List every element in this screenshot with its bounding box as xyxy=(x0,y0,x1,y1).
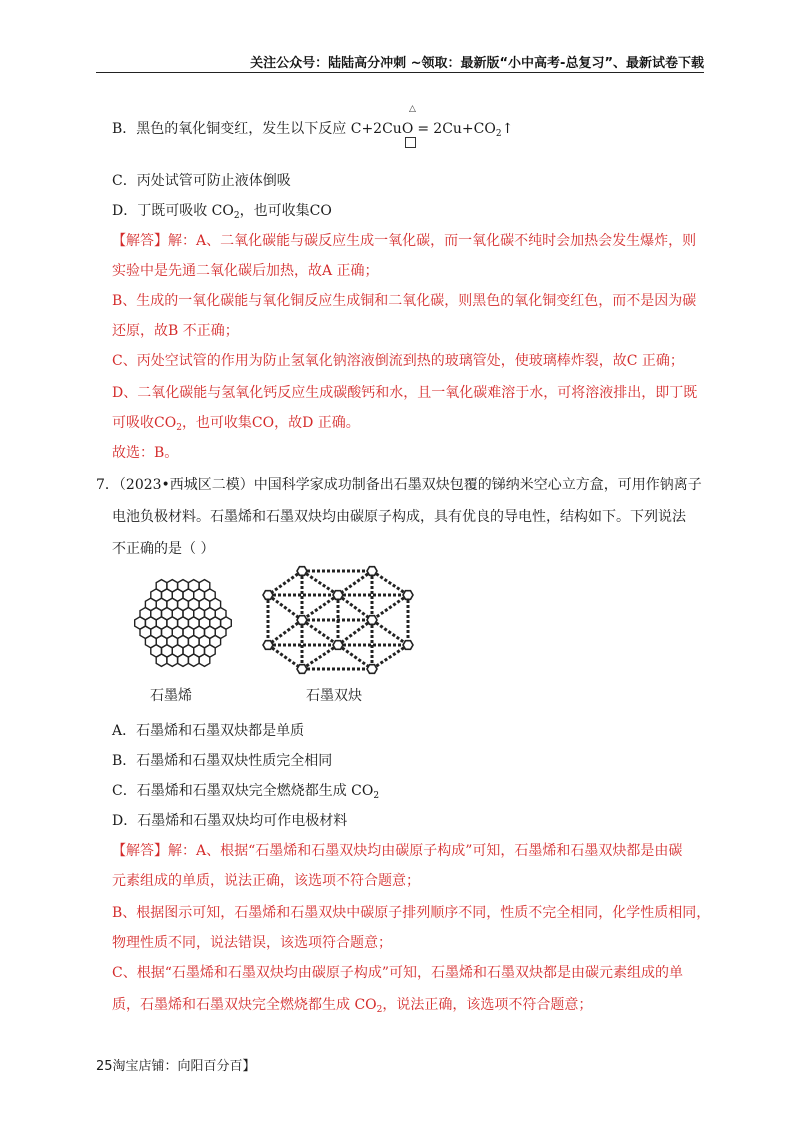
benzene-ring-node xyxy=(367,665,377,674)
q6-answer: 故选：B。 xyxy=(112,445,179,461)
benzene-ring-node xyxy=(333,641,343,650)
benzene-ring-node xyxy=(263,641,273,650)
graphdiyne-structure-figure xyxy=(250,563,425,678)
acetylenic-link xyxy=(338,571,372,595)
q6-analysis-line-6: D、二氧化碳能与氢氧化钙反应生成碳酸钙和水，且一氧化碳难溶于水，可将溶液排出，即丁既 xyxy=(112,385,698,401)
benzene-ring-node xyxy=(297,665,307,674)
graphene-structure-figure xyxy=(118,563,248,683)
q7-option-c: C．石墨烯和石墨双炔完全燃烧都生成 $CO_2$ xyxy=(112,783,380,801)
acetylenic-link xyxy=(302,620,338,645)
q7-option-b: B．石墨烯和石墨双炔性质完全相同 xyxy=(112,753,333,769)
graphdiyne-label: 石墨双炔 xyxy=(306,688,362,704)
benzene-ring-node xyxy=(403,591,413,600)
acetylenic-link xyxy=(372,620,408,645)
q7-analysis-line-6: 质，石墨烯和石墨双炔完全燃烧都生成 $CO_2$，说法正确，该选项不符合题意； xyxy=(112,997,593,1015)
acetylenic-link xyxy=(268,595,302,620)
q7-analysis-line-1: 【解答】解：A、根据“石墨烯和石墨双炔均由碳原子构成”可知，石墨烯和石墨双炔都是由碳 xyxy=(112,843,683,859)
acetylenic-link xyxy=(268,645,302,669)
acetylenic-link xyxy=(268,620,302,645)
acetylenic-link xyxy=(338,645,372,669)
q7-stem-line-1: 7．（2023•西城区二模）中国科学家成功制备出石墨双炔包覆的锑纳米空心立方盒，可用作钠离子 xyxy=(96,477,702,493)
benzene-ring-node xyxy=(403,641,413,650)
acetylenic-link xyxy=(338,620,372,645)
q7-analysis-line-2: 元素组成的单质，说法正确，该选项不符合题意； xyxy=(112,873,420,889)
acetylenic-link xyxy=(302,645,338,669)
heat-triangle-icon: △ xyxy=(409,104,416,114)
benzene-ring-node xyxy=(297,616,307,625)
q6-option-b: B．黑色的氧化铜变红，发生以下反应 $C+2CuO = 2Cu+CO_2↑$ xyxy=(112,121,514,139)
q6-analysis-line-1: 【解答】解：A、二氧化碳能与碳反应生成一氧化碳，而一氧化碳不纯时会加热会发生爆炸，则 xyxy=(112,233,697,249)
acetylenic-link xyxy=(372,645,408,669)
benzene-ring-node xyxy=(263,591,273,600)
q7-analysis-line-4: 物理性质不同，说法错误，该选项符合题意； xyxy=(112,935,392,951)
q7-analysis-line-3: B、根据图示可知，石墨烯和石墨双炔中碳原子排列顺序不同，性质不完全相同，化学性质相同， xyxy=(112,905,711,921)
q6-analysis-line-4: 还原，故B 不正确； xyxy=(112,323,239,339)
q6-option-d: D．丁既可吸收 $CO_2$，也可收集CO xyxy=(112,203,332,221)
graphene-label: 石墨烯 xyxy=(150,688,192,704)
q6-analysis-line-3: B、生成的一氧化碳能与氧化铜反应生成铜和二氧化碳，则黑色的氧化铜变红色，而不是因为碳 xyxy=(112,293,697,309)
acetylenic-link xyxy=(338,595,372,620)
acetylenic-link xyxy=(302,571,338,595)
acetylenic-link xyxy=(302,595,338,620)
q7-stem-line-2: 电池负极材料。石墨烯和石墨双炔均由碳原子构成，具有优良的导电性，结构如下。下列说法 xyxy=(112,509,686,525)
acetylenic-link xyxy=(268,571,302,595)
header-divider xyxy=(96,72,704,73)
q7-stem-line-3: 不正确的是（ ） xyxy=(112,541,215,557)
q7-option-d: D．石墨烯和石墨双炔均可作电极材料 xyxy=(112,813,348,829)
page-header: 关注公众号：陆陆高分冲刺 ~领取：最新版“小中高考-总复习”、最新试卷下载 xyxy=(250,56,704,71)
acetylenic-link xyxy=(372,595,408,620)
benzene-ring-node xyxy=(367,616,377,625)
benzene-ring-node xyxy=(367,567,377,576)
missing-glyph-box xyxy=(405,137,416,148)
q6-option-c: C．丙处试管可防止液体倒吸 xyxy=(112,173,291,189)
q6-analysis-line-5: C、丙处空试管的作用为防止氢氧化钠溶液倒流到热的玻璃管处，使玻璃棒炸裂，故C 正确； xyxy=(112,353,684,369)
q6-analysis-line-7: 可吸收$CO_2$，也可收集CO，故D 正确。 xyxy=(112,415,360,433)
benzene-ring-node xyxy=(297,567,307,576)
acetylenic-link xyxy=(372,571,408,595)
q6-analysis-line-2: 实验中是先通二氧化碳后加热，故A 正确； xyxy=(112,263,379,279)
page-footer: 25淘宝店铺：向阳百分百】 xyxy=(96,1059,256,1074)
graphene-ring xyxy=(221,617,232,629)
q7-option-a: A．石墨烯和石墨双炔都是单质 xyxy=(112,723,305,739)
benzene-ring-node xyxy=(333,591,343,600)
q7-analysis-line-5: C、根据“石墨烯和石墨双炔均由碳原子构成”可知，石墨烯和石墨双炔都是由碳元素组成的单 xyxy=(112,965,684,981)
